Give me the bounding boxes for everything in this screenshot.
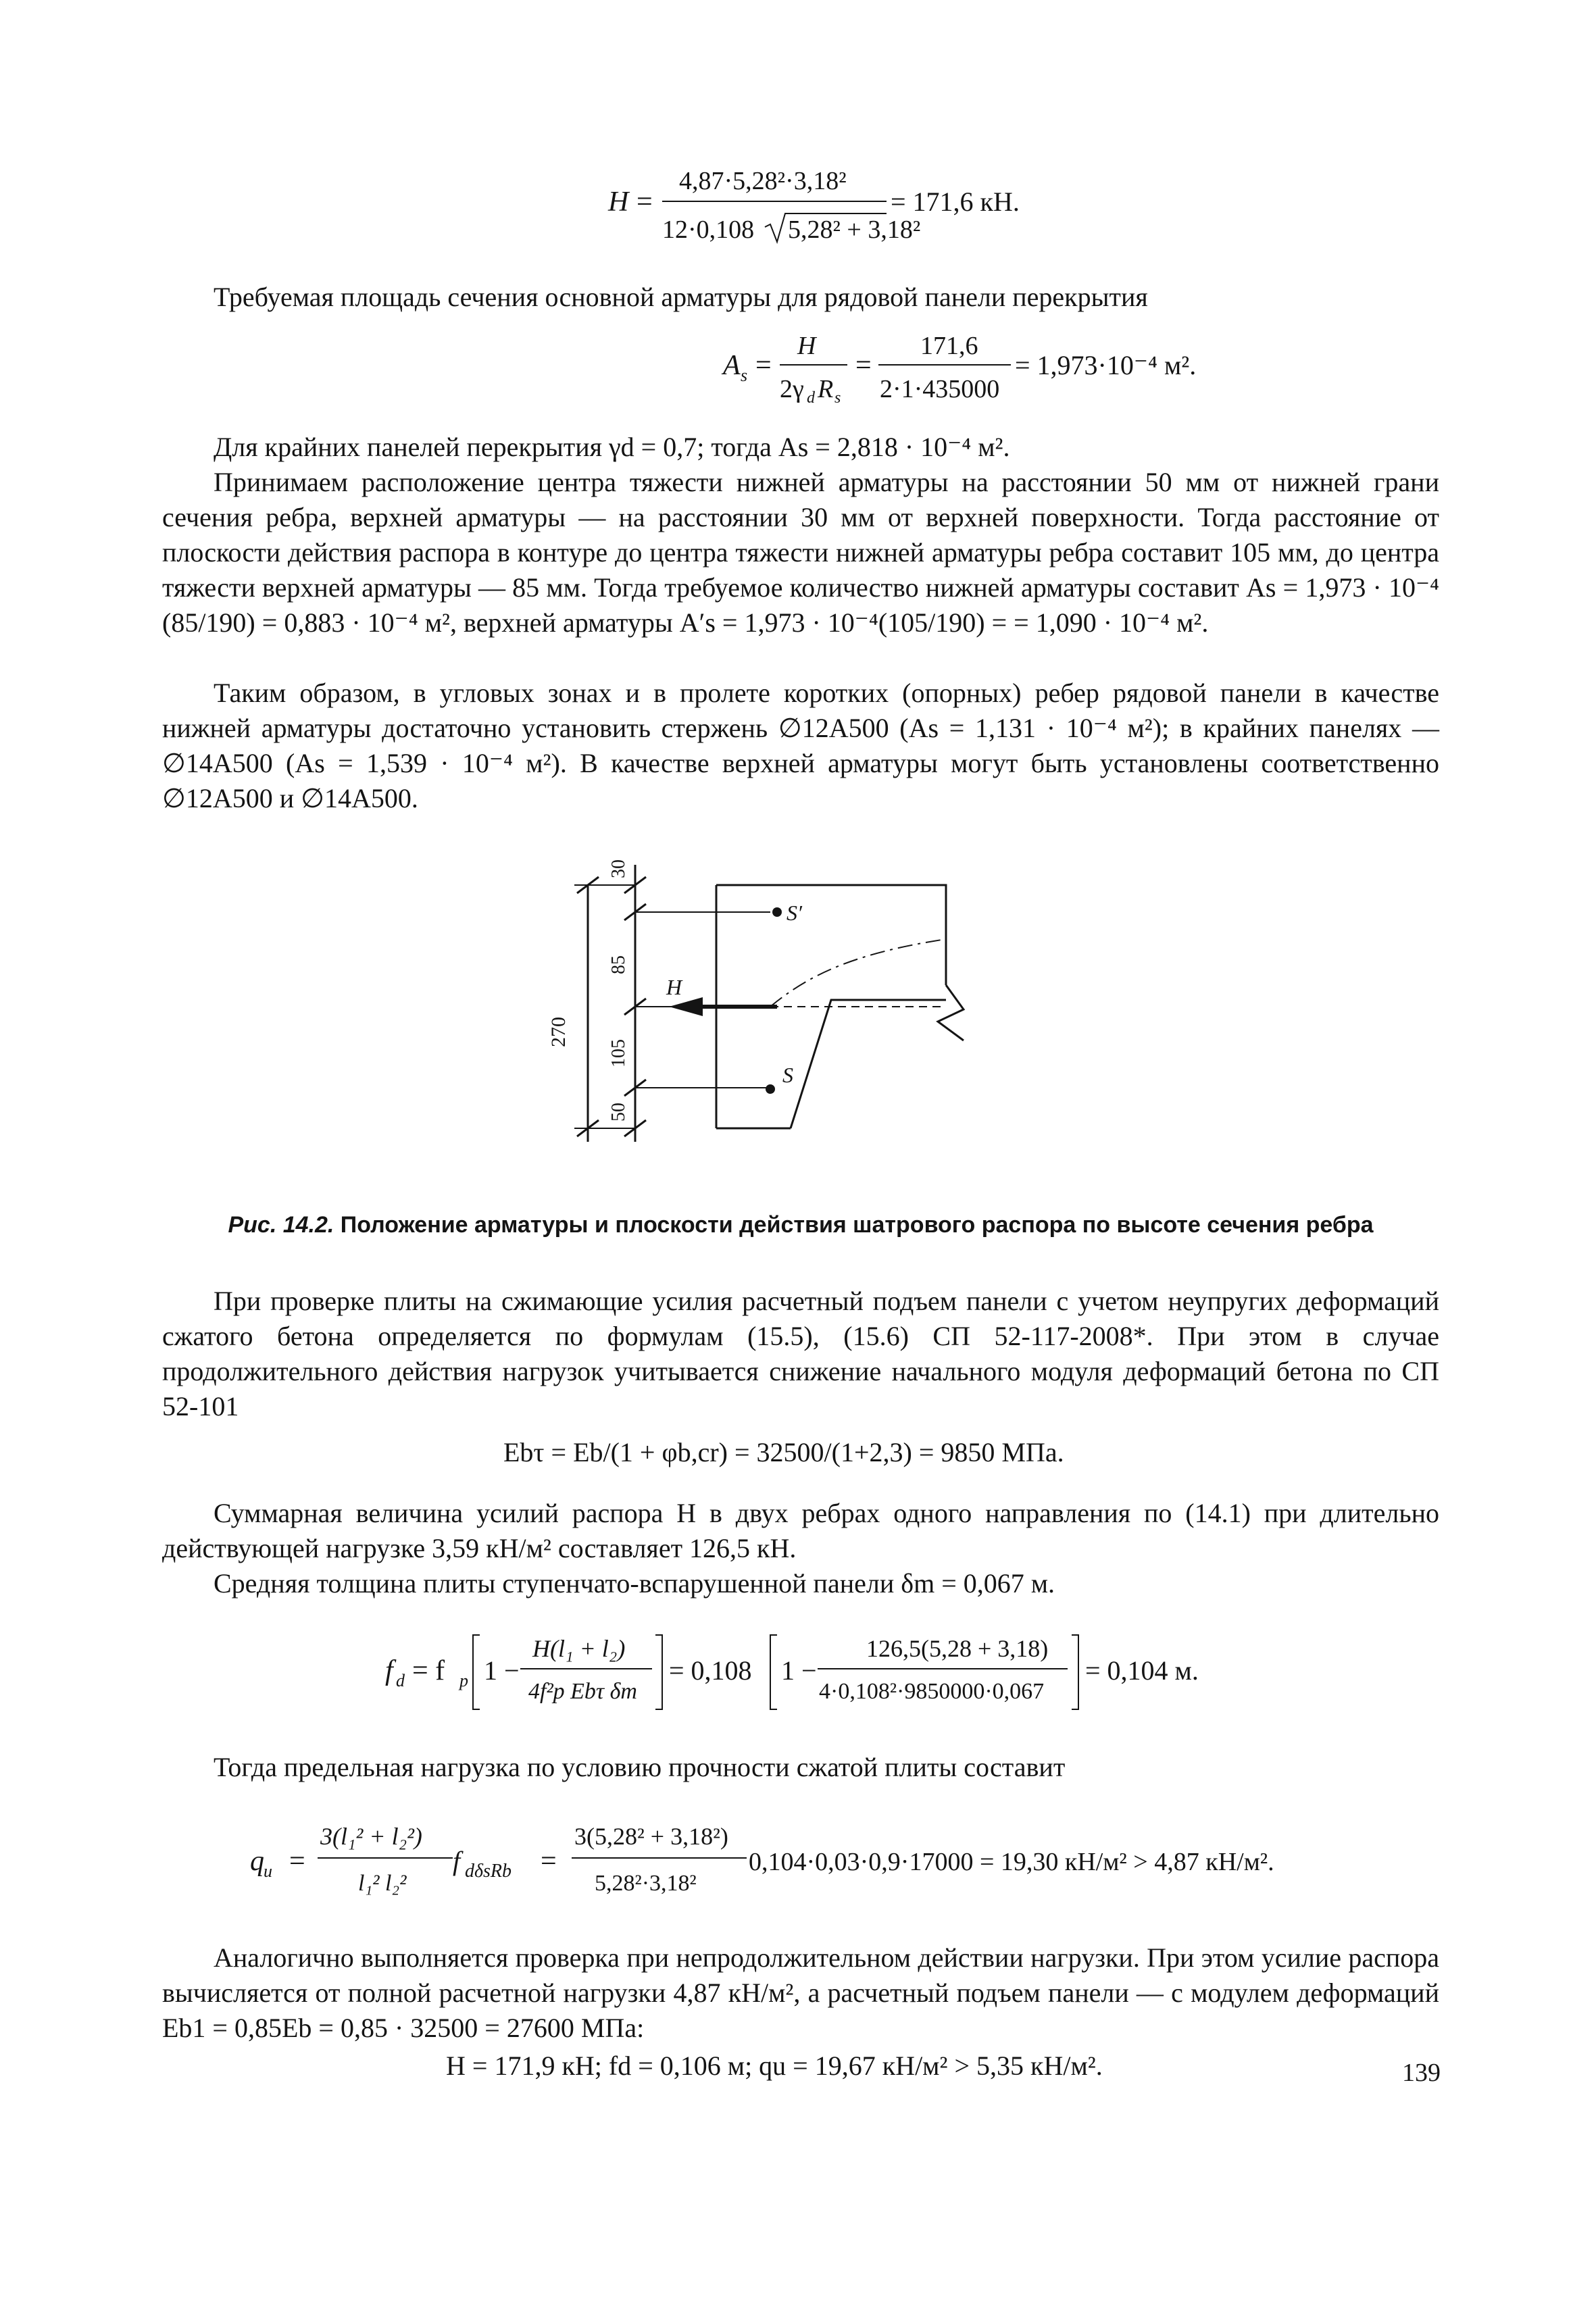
svg-text:171,6: 171,6 <box>920 332 978 360</box>
svg-text:R: R <box>818 375 834 403</box>
svg-text:126,5(5,28 + 3,18): 126,5(5,28 + 3,18) <box>866 1635 1049 1662</box>
rebar-bottom-dot <box>766 1084 775 1094</box>
svg-text:f: f <box>385 1655 393 1686</box>
svg-text:d: d <box>396 1671 405 1690</box>
svg-text:dδsRb: dδsRb <box>465 1861 512 1882</box>
svg-text:5,28²·3,18²: 5,28²·3,18² <box>595 1871 697 1896</box>
svg-text:H(l₁ + l₂): H(l₁ + l₂) <box>532 1635 626 1662</box>
paragraph-reinforcement-position: Принимаем расположение центра тяжести нижней арматуры на расстоянии 50 мм от нижней грани сечения ребра, верхней арматуры — на расстоянии 30 мм от верхней поверхности. Тогда расстояние от плоскости действия распора в контуре до центра тяжести нижней арматуры ребра составит 105 мм, до центра тяжести верхней арматуры — 85 мм. Тогда требуемое количество нижней арматуры составит As = 1,973 · 10⁻⁴ (85/190) = 0,883 · 10⁻⁴ м², верхней арматуры A′s = 1,973 · 10⁻⁴(105/190) = = 1,090 · 10⁻⁴ м². <box>162 467 1439 638</box>
svg-text:=: = <box>755 350 772 381</box>
dim-85: 85 <box>608 955 629 974</box>
dim-30: 30 <box>608 859 629 878</box>
formula-fd <box>385 1621 1264 1723</box>
figure-rib-section <box>541 845 987 1149</box>
svg-text:2γ: 2γ <box>780 375 804 403</box>
formula-h-root: 5,28² + 3,18² <box>788 216 921 244</box>
formula-as <box>723 332 1197 422</box>
svg-text:=: = <box>289 1846 305 1877</box>
paragraph-required-area: Требуемая площадь сечения основной арматуры для рядовой панели перекрытия <box>214 282 1148 312</box>
dim-105: 105 <box>608 1039 629 1067</box>
figure-number: Рис. 14.2. <box>228 1212 334 1238</box>
svg-text:4f²p Ebτ δm: 4f²p Ebτ δm <box>528 1679 637 1704</box>
label-s-top: S′ <box>787 901 802 925</box>
paragraph-limit-load: Тогда предельная нагрузка по условию прочности сжатой плиты составит <box>214 1752 1066 1782</box>
paragraph-bars-selection: Таким образом, в угловых зонах и в пролете коротких (опорных) ребер рядовой панели в качестве нижней арматуры достаточно установить стержень ∅12A500 (As = 1,131 · 10⁻⁴ м²); в крайних панелях — ∅14A500 (As = 1,539 · 10⁻⁴ м²). В качестве верхней арматуры могут быть установлены соответственно ∅12A500 и ∅14A500. <box>162 678 1439 813</box>
dim-50: 50 <box>608 1103 629 1122</box>
formula-h-denominator: 12·0,108 <box>662 216 755 244</box>
svg-text:f: f <box>453 1846 461 1876</box>
svg-text:= 1,973·10⁻⁴ м².: = 1,973·10⁻⁴ м². <box>1015 350 1197 380</box>
svg-text:=: = <box>855 350 872 381</box>
svg-text:=: = <box>637 186 653 218</box>
formula-results: H = 171,9 кН; fd = 0,106 м; qu = 19,67 кН/м² > 5,35 кН/м². <box>446 2051 1103 2081</box>
paragraph-slab-thickness: Средняя толщина плиты ступенчато-вспарушенной панели δm = 0,067 м. <box>214 1568 1055 1599</box>
svg-text:q: q <box>250 1846 264 1877</box>
svg-text:2·1·435000: 2·1·435000 <box>880 375 1000 403</box>
formula-h <box>608 162 1081 257</box>
svg-text:3(l₁² + l₂²): 3(l₁² + l₂²) <box>320 1823 422 1850</box>
svg-text:= f: = f <box>412 1655 445 1686</box>
svg-text:0,104·0,03·0,9·17000 = 19,30 к: 0,104·0,03·0,9·17000 = 19,30 кН/м² > 4,87 кН/м². <box>749 1848 1274 1876</box>
svg-text:1 −: 1 − <box>781 1655 817 1686</box>
svg-text:=: = <box>541 1846 557 1877</box>
paragraph-plate-check: При проверке плиты на сжимающие усилия расчетный подъем панели с учетом неупругих деформаций сжатого бетона определяется по формулам (15.5), (15.6) СП 52-117-2008*. При этом в случае продолжительного действия нагрузок учитывается снижение начального модуля деформаций бетона по СП 52-101 <box>162 1286 1439 1422</box>
svg-text:H: H <box>797 332 816 360</box>
svg-text:s: s <box>741 366 748 385</box>
label-h: H <box>666 975 682 999</box>
svg-text:s: s <box>834 389 841 407</box>
svg-text:A: A <box>723 350 741 381</box>
formula-eb: Ebτ = Eb/(1 + φb,cr) = 32500/(1+2,3) = 9850 МПа. <box>503 1437 1064 1467</box>
figure-caption <box>162 1212 1439 1238</box>
page-number: 139 <box>1402 2059 1441 2087</box>
formula-h-numerator: 4,87·5,28²·3,18² <box>679 167 847 195</box>
formula-h-lhs: H <box>608 186 629 218</box>
svg-text:4·0,108²·9850000·0,067: 4·0,108²·9850000·0,067 <box>819 1679 1045 1704</box>
svg-text:d: d <box>807 389 815 407</box>
formula-h-result: = 171,6 кН. <box>891 186 1020 217</box>
svg-text:l₁² l₂²: l₁² l₂² <box>358 1871 407 1896</box>
svg-text:1 −: 1 − <box>484 1655 520 1686</box>
paragraph-short-term: Аналогично выполняется проверка при непродолжительном действии нагрузки. При этом усилие распора вычисляется от полной расчетной нагрузки 4,87 кН/м², а расчетный подъем панели — с модулем деформаций Eb1 = 0,85Eb = 0,85 · 32500 = 27600 МПа: <box>162 1942 1439 2043</box>
paragraph-thrust-sum: Суммарная величина усилий распора H в двух ребрах одного направления по (14.1) при длительно действующей нагрузке 3,59 кН/м² составляет 126,5 кН. <box>162 1498 1439 1563</box>
rebar-top-dot <box>772 907 782 917</box>
label-s-bottom: S <box>782 1063 793 1087</box>
svg-text:= 0,108: = 0,108 <box>669 1655 752 1686</box>
dim-270: 270 <box>547 1017 570 1047</box>
svg-text:3(5,28² + 3,18²): 3(5,28² + 3,18²) <box>574 1823 728 1850</box>
figure-caption-text: Положение арматуры и плоскости действия шатрового распора по высоте сечения ребра <box>340 1212 1374 1238</box>
paragraph-edge-panels: Для крайних панелей перекрытия γd = 0,7; тогда As = 2,818 · 10⁻⁴ м². <box>214 432 1010 462</box>
svg-text:= 0,104 м.: = 0,104 м. <box>1085 1655 1199 1686</box>
svg-text:u: u <box>264 1861 272 1881</box>
formula-qu <box>250 1811 1412 1912</box>
svg-text:p: p <box>459 1671 468 1690</box>
